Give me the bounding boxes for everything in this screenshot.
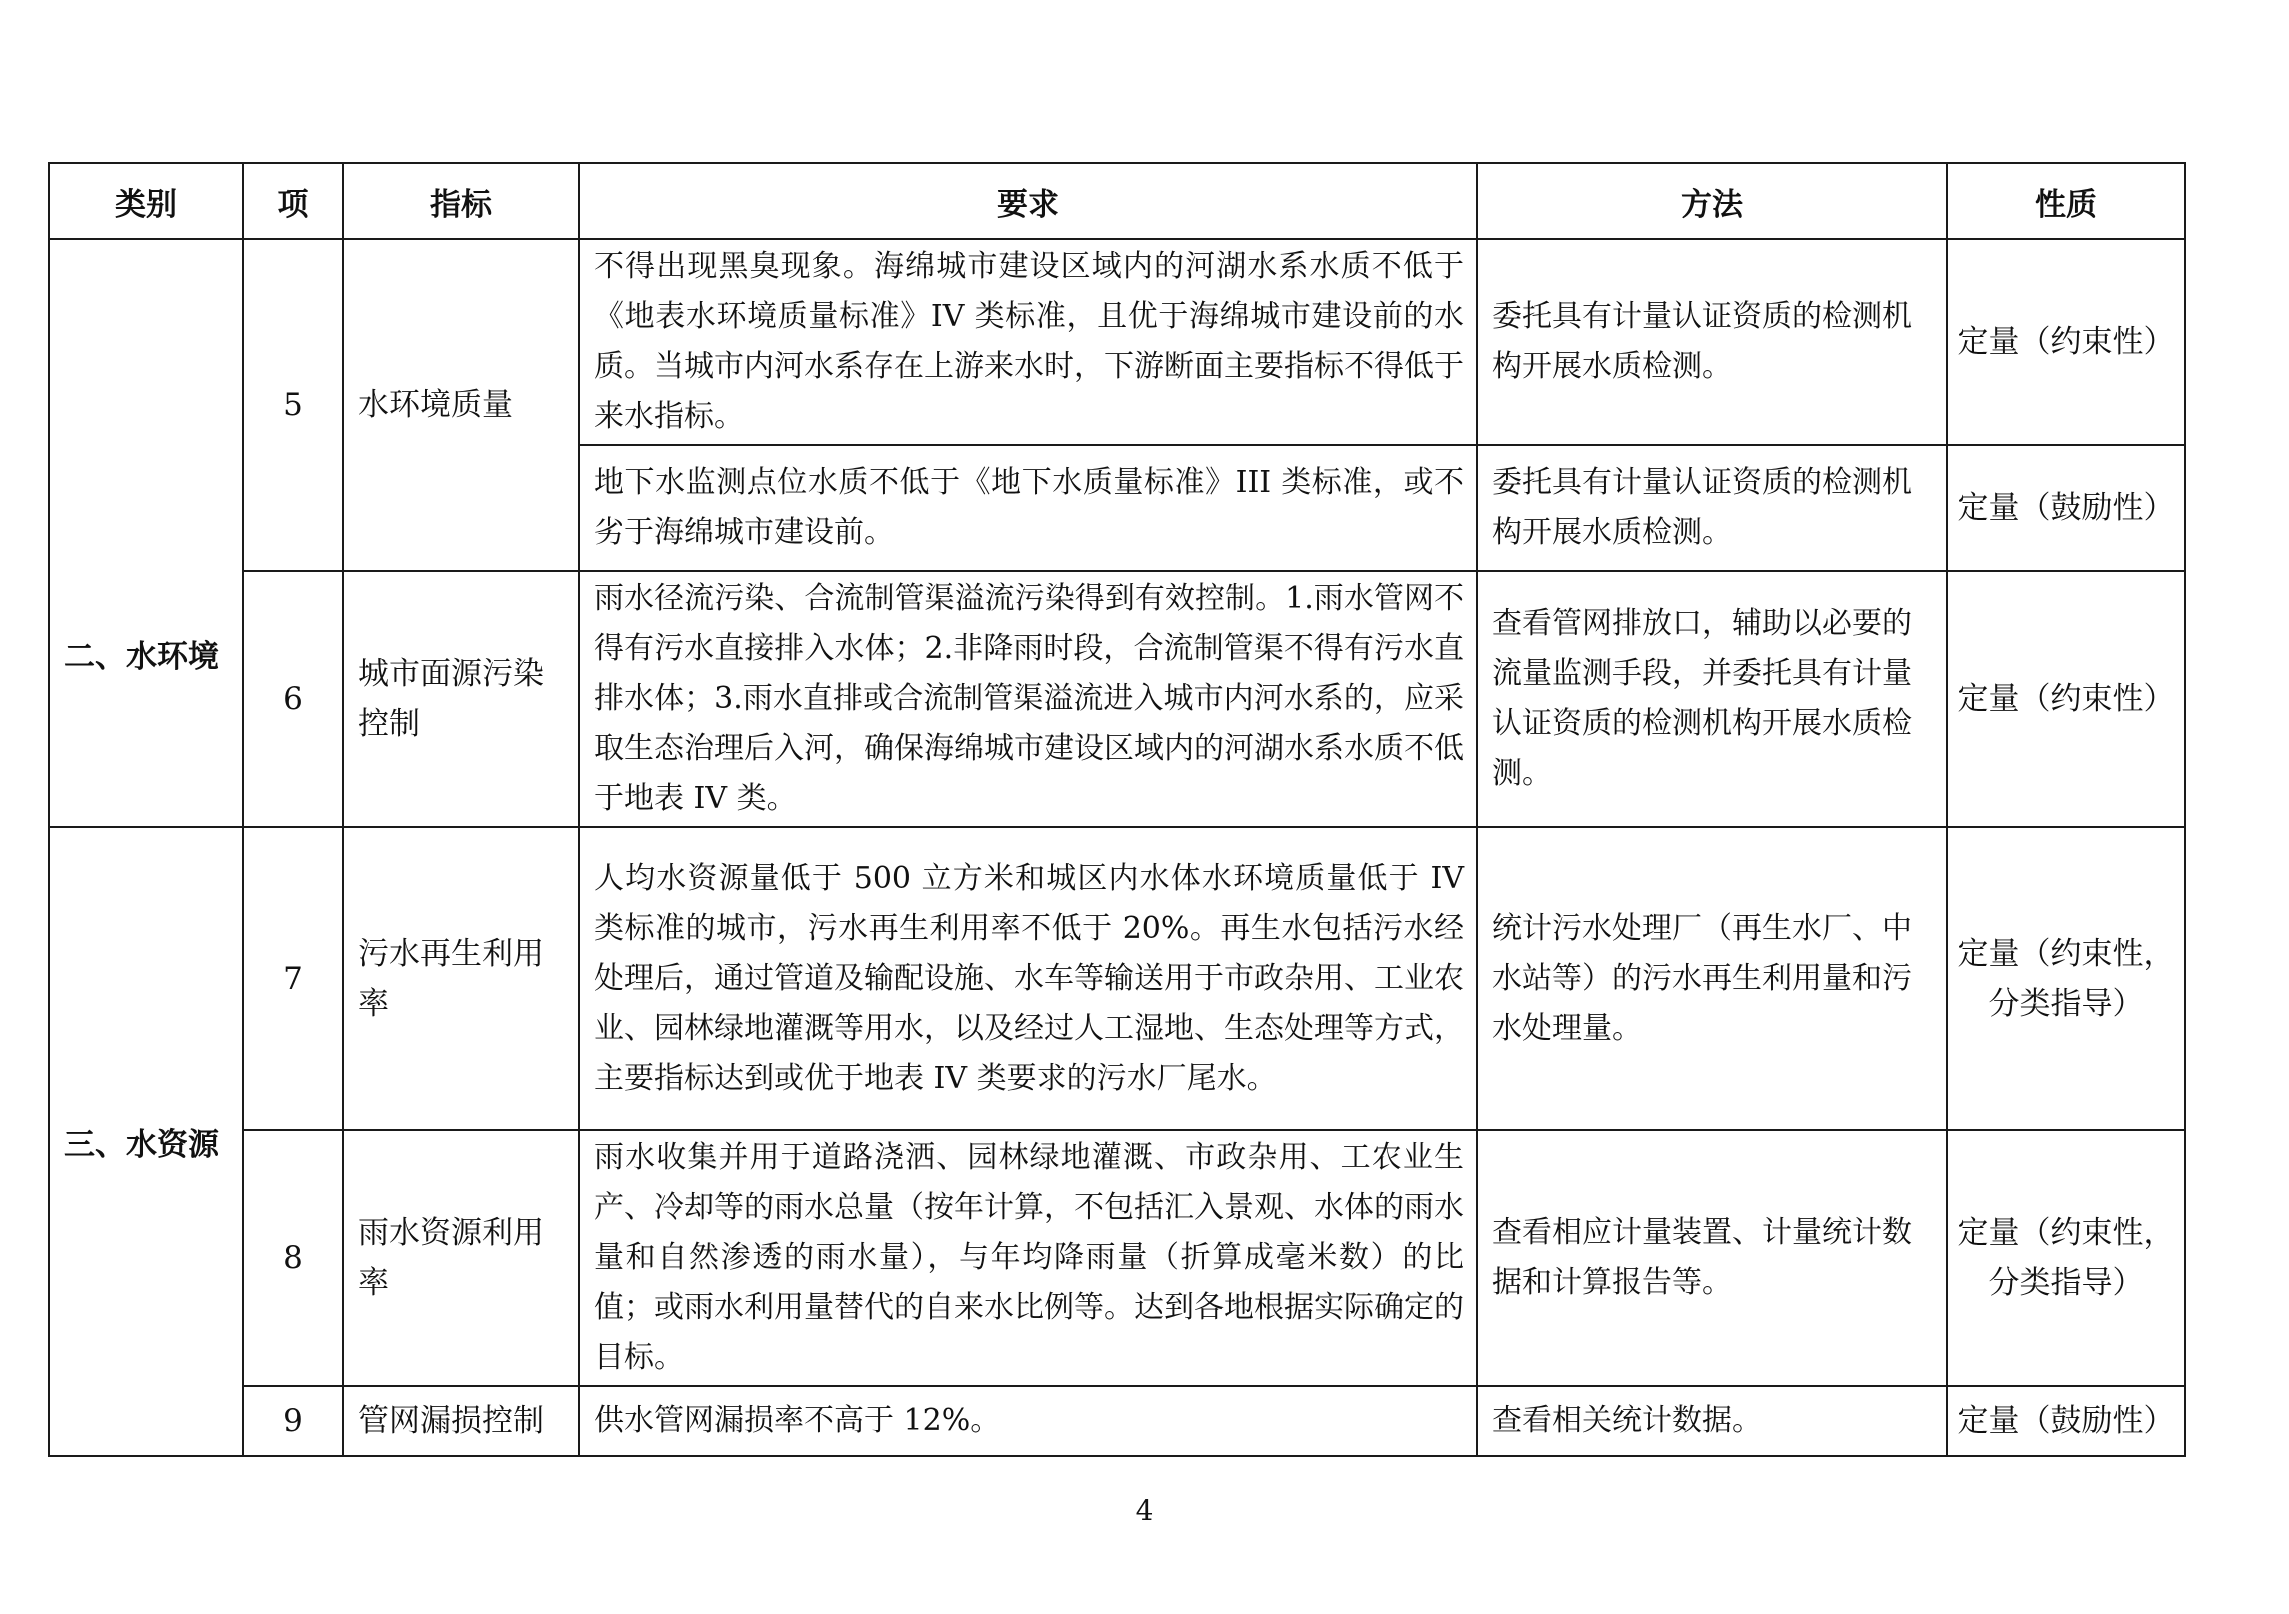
header-nature: 性质: [1947, 163, 2185, 239]
method-text: 委托具有计量认证资质的检测机构开展水质检测。: [1477, 445, 1947, 571]
item-number: 6: [243, 571, 343, 827]
category-cell: [49, 827, 243, 1456]
item-number: 5: [243, 239, 343, 571]
header-item: 项: [243, 163, 343, 239]
page-number: 4: [1135, 1494, 1154, 1527]
requirement-text: 供水管网漏损率不高于 12%。: [579, 1386, 1477, 1456]
nature-text: 定量（约束性，分类指导）: [1947, 1130, 2185, 1386]
requirement-text: 雨水收集并用于道路浇洒、园林绿地灌溉、市政杂用、工农业生产、冷却等的雨水总量（按年计算，不包括汇入景观、水体的雨水量和自然渗透的雨水量），与年均降雨量（折算成毫米数）的比值；或雨水利用量替代的自来水比例等。达到各地根据实际确定的目标。: [579, 1130, 1477, 1386]
item-number: 8: [243, 1130, 343, 1386]
requirement-text: 雨水径流污染、合流制管渠溢流污染得到有效控制。1.雨水管网不得有污水直接排入水体；2.非降雨时段，合流制管渠不得有污水直排水体；3.雨水直排或合流制管渠溢流进入城市内河水系的，应采取生态治理后入河，确保海绵城市建设区域内的河湖水系水质不低于地表 IV 类。: [579, 571, 1477, 827]
nature-text: 定量（鼓励性）: [1947, 445, 2185, 571]
table-row: [49, 827, 2185, 1130]
header-method: 方法: [1477, 163, 1947, 239]
item-number: 7: [243, 827, 343, 1130]
method-text: 查看管网排放口，辅助以必要的流量监测手段，并委托具有计量认证资质的检测机构开展水质检测。: [1477, 571, 1947, 827]
nature-text: 定量（约束性）: [1947, 571, 2185, 827]
table-header-row: [49, 163, 2185, 239]
indicator-name: 雨水资源利用率: [343, 1130, 579, 1386]
method-text: 查看相关统计数据。: [1477, 1386, 1947, 1456]
requirement-text: 人均水资源量低于 500 立方米和城区内水体水环境质量低于 IV 类标准的城市，污水再生利用率不低于 20%。再生水包括污水经处理后，通过管道及输配设施、水车等输送用于市政杂用、工业农业、园林绿地灌溉等用水，以及经过人工湿地、生态处理等方式，主要指标达到或优于地表 IV 类要求的污水厂尾水。: [579, 827, 1477, 1130]
nature-text: 定量（鼓励性）: [1947, 1386, 2185, 1456]
table-row: [49, 1386, 2185, 1456]
method-text: 委托具有计量认证资质的检测机构开展水质检测。: [1477, 239, 1947, 445]
requirement-text: 地下水监测点位水质不低于《地下水质量标准》III 类标准，或不劣于海绵城市建设前。: [579, 445, 1477, 571]
header-requirement: 要求: [579, 163, 1477, 239]
header-indicator: 指标: [343, 163, 579, 239]
category-label: 二、水环境: [64, 638, 219, 675]
table-row: [49, 1130, 2185, 1386]
nature-text: 定量（约束性，分类指导）: [1947, 827, 2185, 1130]
header-category: 类别: [49, 163, 243, 239]
table-row: [49, 239, 2185, 445]
item-number: 9: [243, 1386, 343, 1456]
method-text: 统计污水处理厂（再生水厂、中水站等）的污水再生利用量和污水处理量。: [1477, 827, 1947, 1130]
nature-text: 定量（约束性）: [1947, 239, 2185, 445]
category-cell: [49, 239, 243, 827]
category-label: 三、水资源: [64, 1127, 219, 1163]
indicator-name: 污水再生利用率: [343, 827, 579, 1130]
method-text: 查看相应计量装置、计量统计数据和计算报告等。: [1477, 1130, 1947, 1386]
table-row: [49, 571, 2185, 827]
indicator-name: 管网漏损控制: [343, 1386, 579, 1456]
requirement-text: 不得出现黑臭现象。海绵城市建设区域内的河湖水系水质不低于《地表水环境质量标准》IV 类标准，且优于海绵城市建设前的水质。当城市内河水系存在上游来水时，下游断面主要指标不得低于来水指标。: [579, 239, 1477, 445]
indicator-name: 水环境质量: [343, 239, 579, 571]
indicator-name: 城市面源污染控制: [343, 571, 579, 827]
indicator-table: [48, 162, 2186, 1457]
